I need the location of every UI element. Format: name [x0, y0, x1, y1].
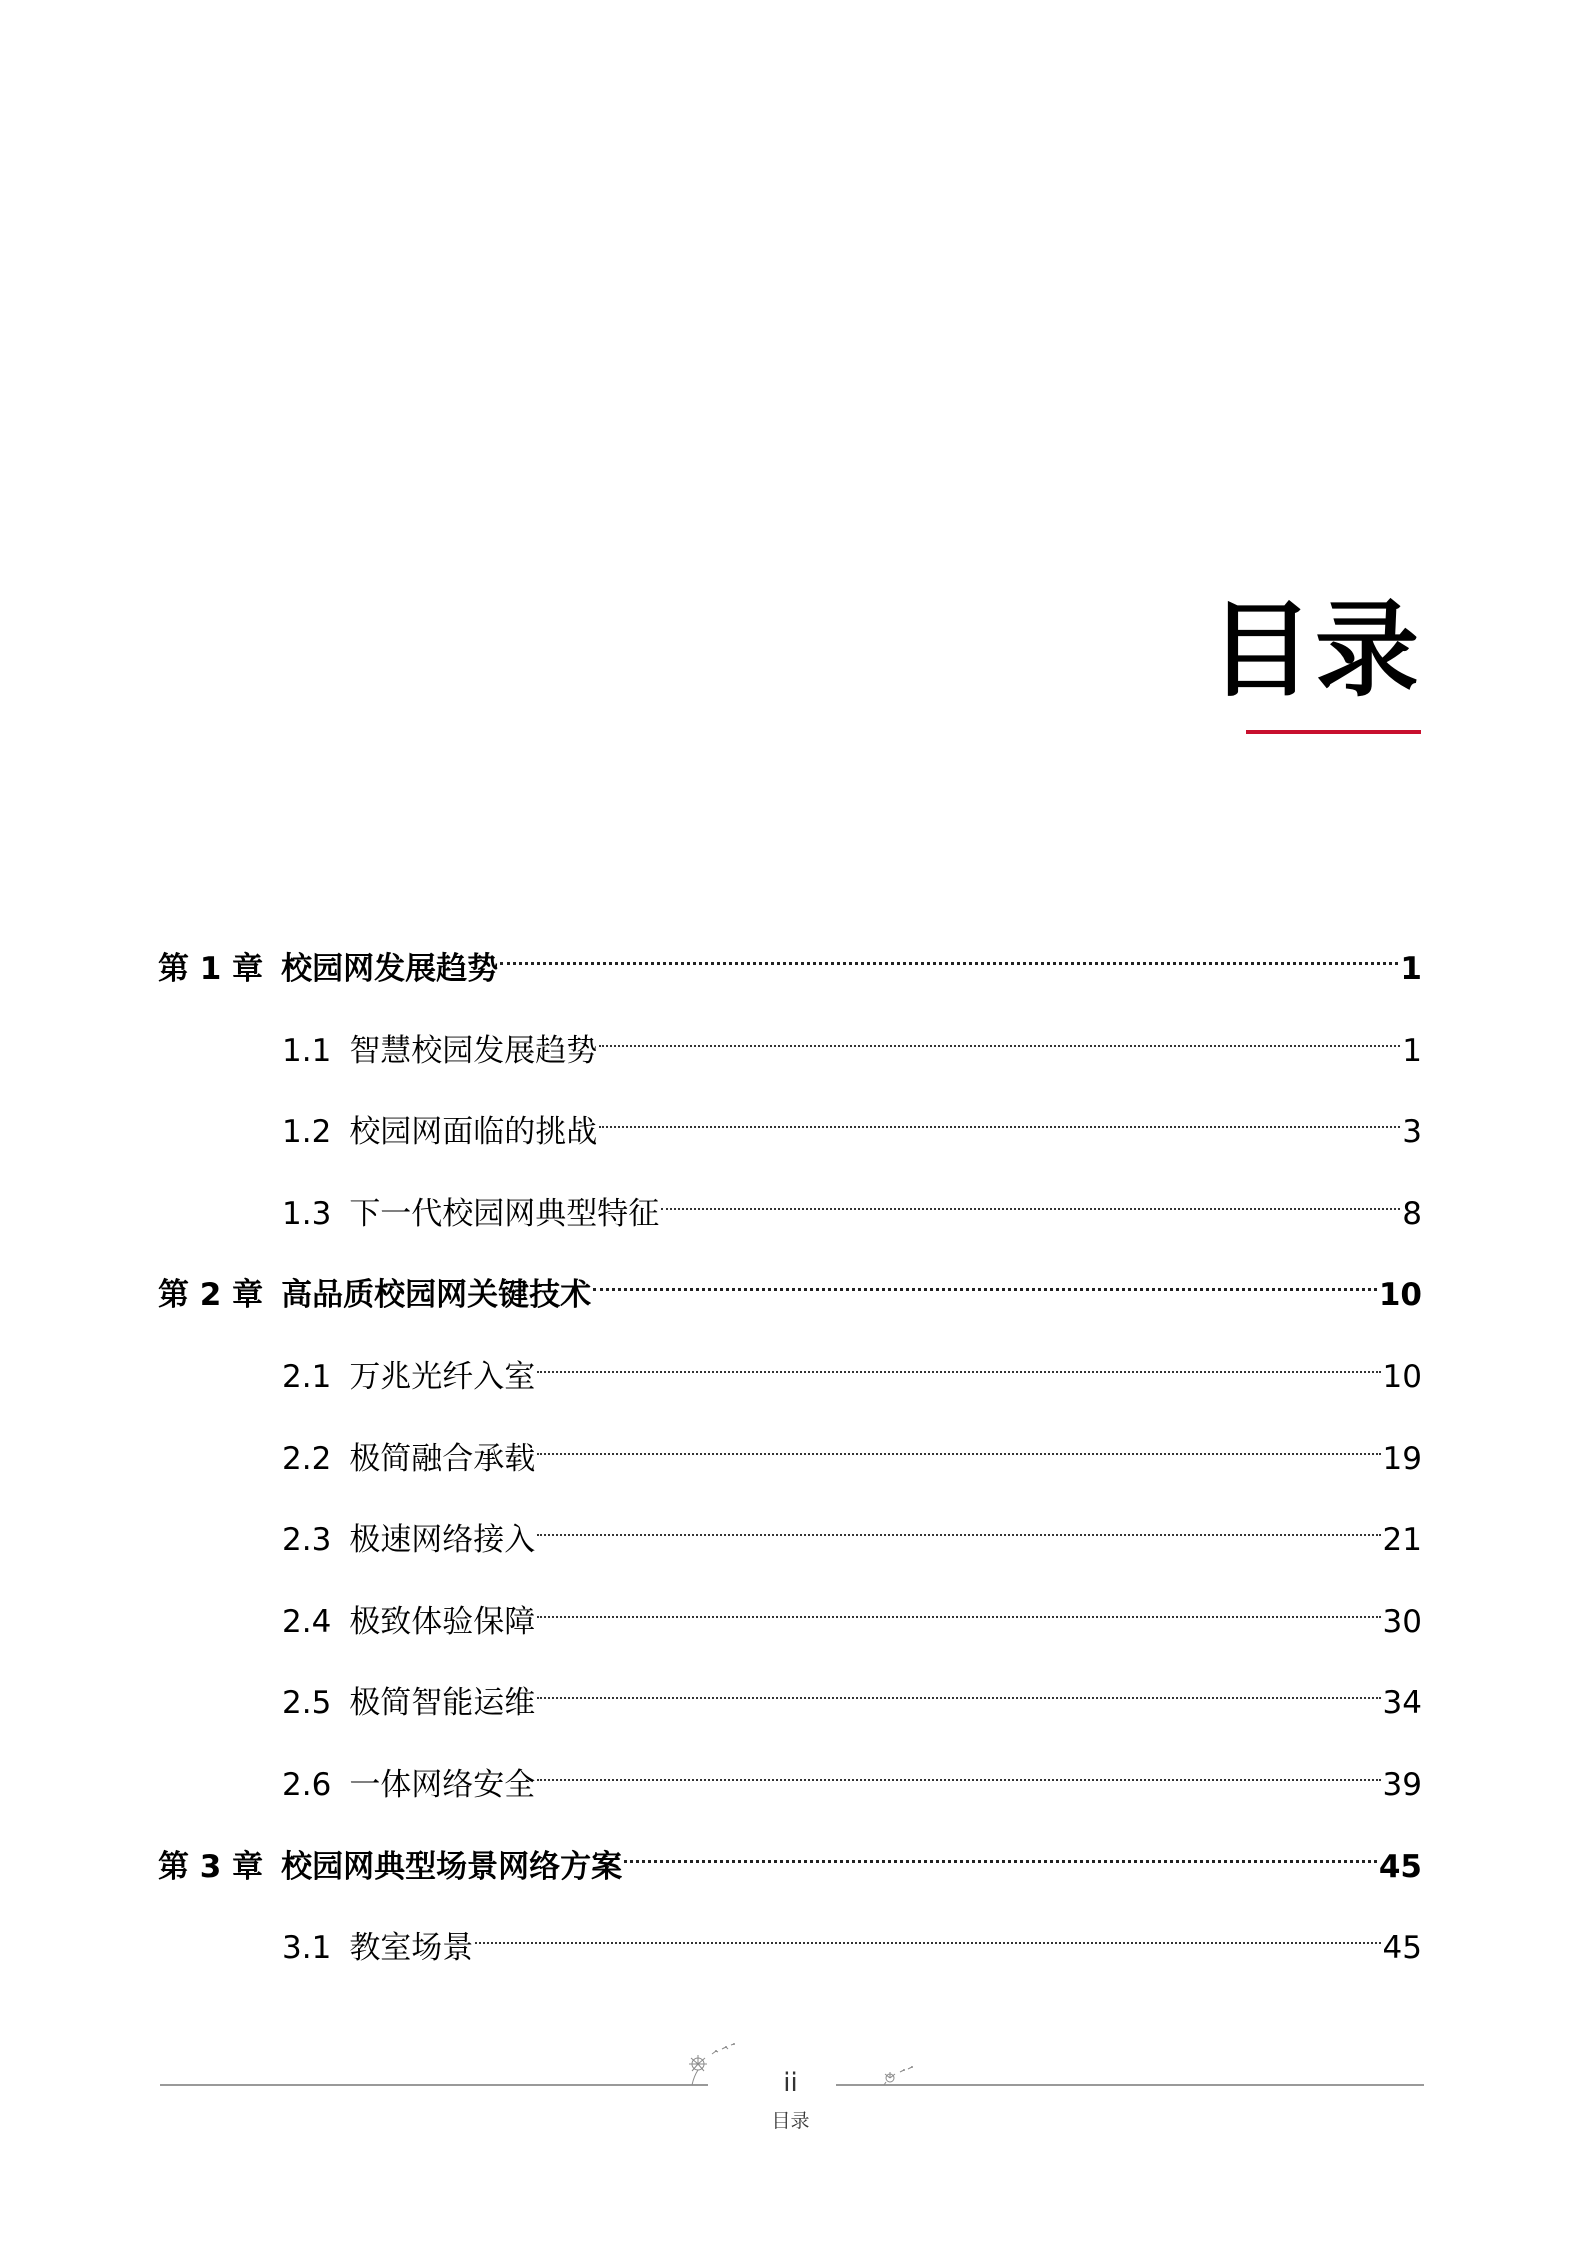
toc-entry-number: 第 2 章 — [158, 1277, 264, 1314]
table-of-contents — [158, 925, 1422, 1986]
toc-entry-title: 万兆光纤入室 — [349, 1358, 536, 1395]
toc-dot-leader — [537, 1415, 1380, 1469]
toc-dot-leader — [537, 1333, 1380, 1387]
toc-entry-title: 教室场景 — [349, 1930, 474, 1967]
toc-entry-chapter-1[interactable] — [158, 925, 1422, 1007]
toc-dot-leader — [537, 1578, 1380, 1632]
toc-entry-page: 39 — [1382, 1766, 1422, 1803]
toc-entry-number: 2.3 — [282, 1522, 332, 1559]
toc-dot-leader — [593, 1251, 1377, 1305]
toc-entry-page: 45 — [1378, 1848, 1422, 1885]
toc-entry-page: 10 — [1378, 1277, 1422, 1314]
toc-entry-section-2-1[interactable] — [158, 1333, 1422, 1415]
toc-entry-title: 智慧校园发展趋势 — [349, 1032, 598, 1069]
toc-dot-leader — [537, 1741, 1380, 1795]
toc-entry-page: 45 — [1382, 1930, 1422, 1967]
toc-dot-leader — [599, 1007, 1400, 1061]
toc-entry-title: 校园网典型场景网络方案 — [281, 1848, 623, 1885]
toc-entry-title: 极简智能运维 — [349, 1685, 536, 1722]
toc-entry-title: 极简融合承载 — [349, 1440, 536, 1477]
toc-entry-page: 19 — [1382, 1440, 1422, 1477]
toc-entry-page: 30 — [1382, 1603, 1422, 1640]
toc-entry-number: 1.2 — [282, 1114, 332, 1151]
toc-entry-section-1-2[interactable] — [158, 1088, 1422, 1170]
toc-entry-page: 21 — [1382, 1522, 1422, 1559]
toc-entry-page: 3 — [1402, 1114, 1422, 1151]
toc-entry-section-1-1[interactable] — [158, 1007, 1422, 1089]
toc-dot-leader — [537, 1496, 1380, 1550]
page-number: ii — [783, 2068, 798, 2098]
toc-entry-section-2-5[interactable] — [158, 1659, 1422, 1741]
toc-entry-number: 第 1 章 — [158, 951, 264, 987]
toc-entry-page: 8 — [1402, 1195, 1422, 1232]
running-footer-label: 目录 — [771, 2110, 810, 2132]
toc-entry-title: 校园网发展趋势 — [281, 951, 499, 987]
toc-entry-page: 1 — [1402, 1032, 1422, 1069]
toc-dot-leader — [661, 1170, 1400, 1224]
toc-dot-leader — [624, 1823, 1377, 1877]
toc-entry-page: 10 — [1382, 1358, 1422, 1395]
toc-entry-section-2-4[interactable] — [158, 1578, 1422, 1660]
toc-entry-section-3-1[interactable] — [158, 1904, 1422, 1986]
toc-entry-title: 高品质校园网关键技术 — [281, 1277, 592, 1314]
toc-entry-page: 34 — [1382, 1685, 1422, 1722]
toc-entry-number: 1.3 — [282, 1195, 332, 1232]
toc-dot-leader — [500, 925, 1398, 979]
toc-entry-section-2-3[interactable] — [158, 1496, 1422, 1578]
toc-entry-number: 2.1 — [282, 1358, 332, 1395]
toc-entry-number: 2.5 — [282, 1685, 332, 1722]
title-underline — [1246, 730, 1421, 734]
toc-entry-number: 第 3 章 — [158, 1848, 264, 1885]
toc-entry-number: 2.6 — [282, 1766, 332, 1803]
toc-entry-title: 极速网络接入 — [349, 1522, 536, 1559]
toc-entry-section-1-3[interactable] — [158, 1170, 1422, 1252]
toc-entry-title: 极致体验保障 — [349, 1603, 536, 1640]
toc-entry-section-2-6[interactable] — [158, 1741, 1422, 1823]
toc-entry-chapter-2[interactable] — [158, 1251, 1422, 1333]
toc-entry-page: 1 — [1400, 951, 1422, 987]
toc-entry-chapter-3[interactable] — [158, 1823, 1422, 1905]
toc-entry-number: 2.4 — [282, 1603, 332, 1640]
toc-entry-number: 3.1 — [282, 1930, 332, 1967]
toc-entry-title: 下一代校园网典型特征 — [349, 1195, 660, 1232]
toc-dot-leader — [537, 1659, 1380, 1713]
toc-dot-leader — [475, 1904, 1380, 1958]
toc-entry-title: 一体网络安全 — [349, 1766, 536, 1803]
toc-entry-number: 2.2 — [282, 1440, 332, 1477]
page-title: 目录 — [1208, 589, 1421, 711]
toc-entry-number: 1.1 — [282, 1032, 332, 1069]
toc-dot-leader — [599, 1088, 1400, 1142]
toc-entry-title: 校园网面临的挑战 — [349, 1114, 598, 1151]
toc-entry-section-2-2[interactable] — [158, 1415, 1422, 1497]
